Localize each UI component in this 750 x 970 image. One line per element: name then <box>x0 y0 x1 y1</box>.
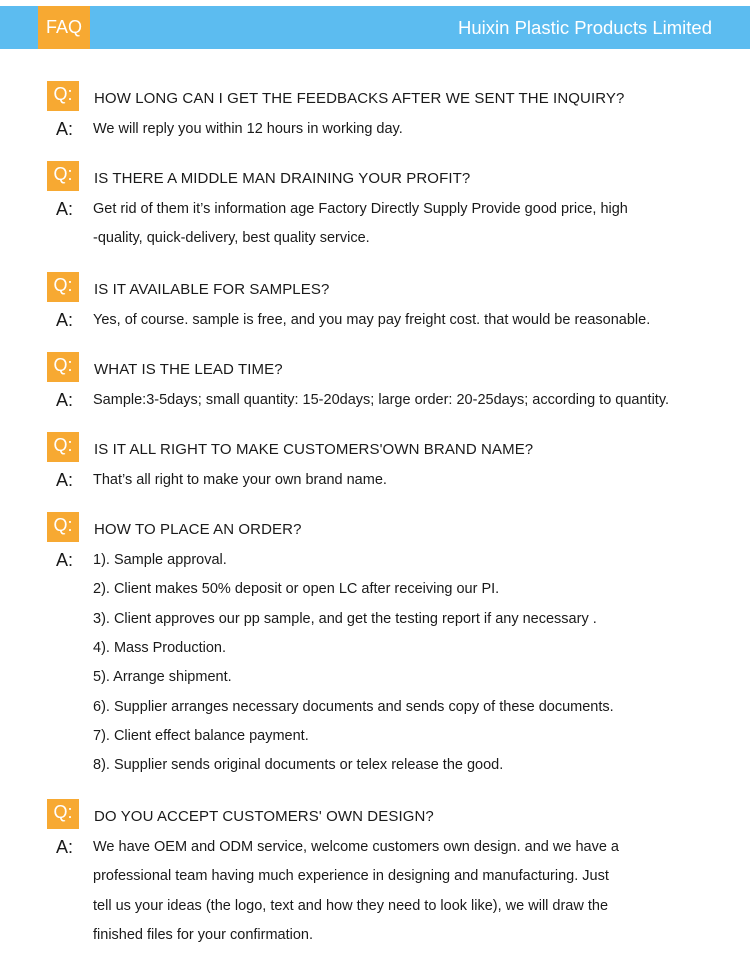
answer-line: 6). Supplier arranges necessary documents and sends copy of these documents. <box>93 699 614 715</box>
question-marker: Q: <box>47 161 79 191</box>
answer-line: We have OEM and ODM service, welcome customers own design. and we have a <box>93 839 619 855</box>
question-marker: Q: <box>47 799 79 829</box>
answer-line: Sample:3-5days; small quantity: 15-20days; large order: 20-25days; according to quantity. <box>93 392 670 408</box>
answer-line: 4). Mass Production. <box>93 640 226 656</box>
answer-line: 5). Arrange shipment. <box>93 669 232 685</box>
answer-marker: A: <box>56 550 74 570</box>
answer-line: 1). Sample approval. <box>93 552 227 568</box>
question-text: IS IT ALL RIGHT TO MAKE CUSTOMERS'OWN BRAND NAME? <box>94 441 534 458</box>
answer-line: 2). Client makes 50% deposit or open LC after receiving our PI. <box>93 581 500 597</box>
answer-line: Get rid of them it’s information age Factory Directly Supply Provide good price, high <box>93 201 628 217</box>
question-marker: Q: <box>47 81 79 111</box>
answer-line: 7). Client effect balance payment. <box>93 728 309 744</box>
answer-line: That’s all right to make your own brand name. <box>93 472 387 488</box>
answer-marker: A: <box>56 119 74 139</box>
question-text: HOW LONG CAN I GET THE FEEDBACKS AFTER WE SENT THE INQUIRY? <box>94 90 625 107</box>
question-text: IS IT AVAILABLE FOR SAMPLES? <box>94 281 330 298</box>
answer-marker: A: <box>56 837 74 857</box>
question-marker: Q: <box>47 512 79 542</box>
answer-line: tell us your ideas (the logo, text and how they need to look like), we will draw the <box>93 898 609 914</box>
question-text: IS THERE A MIDDLE MAN DRAINING YOUR PROFIT? <box>94 170 471 187</box>
question-text: HOW TO PLACE AN ORDER? <box>94 521 302 538</box>
question-marker: Q: <box>47 432 79 462</box>
question-text: WHAT IS THE LEAD TIME? <box>94 361 283 378</box>
answer-line: 3). Client approves our pp sample, and get the testing report if any necessary . <box>93 611 597 627</box>
answer-line: finished files for your confirmation. <box>93 927 314 943</box>
answer-line: We will reply you within 12 hours in working day. <box>93 121 403 137</box>
answer-line: Yes, of course. sample is free, and you may pay freight cost. that would be reasonable. <box>93 312 651 328</box>
faq-tab: FAQ <box>38 6 90 49</box>
answer-line: 8). Supplier sends original documents or telex release the good. <box>93 757 504 773</box>
question-marker: Q: <box>47 352 79 382</box>
answer-marker: A: <box>56 470 74 490</box>
answer-line: -quality, quick-delivery, best quality service. <box>93 230 370 246</box>
answer-line: professional team having much experience in designing and manufacturing. Just <box>93 868 609 884</box>
question-text: DO YOU ACCEPT CUSTOMERS' OWN DESIGN? <box>94 808 434 825</box>
company-name: Huixin Plastic Products Limited <box>458 17 712 38</box>
question-marker: Q: <box>47 272 79 302</box>
answer-marker: A: <box>56 390 74 410</box>
answer-marker: A: <box>56 310 74 330</box>
answer-marker: A: <box>56 199 74 219</box>
